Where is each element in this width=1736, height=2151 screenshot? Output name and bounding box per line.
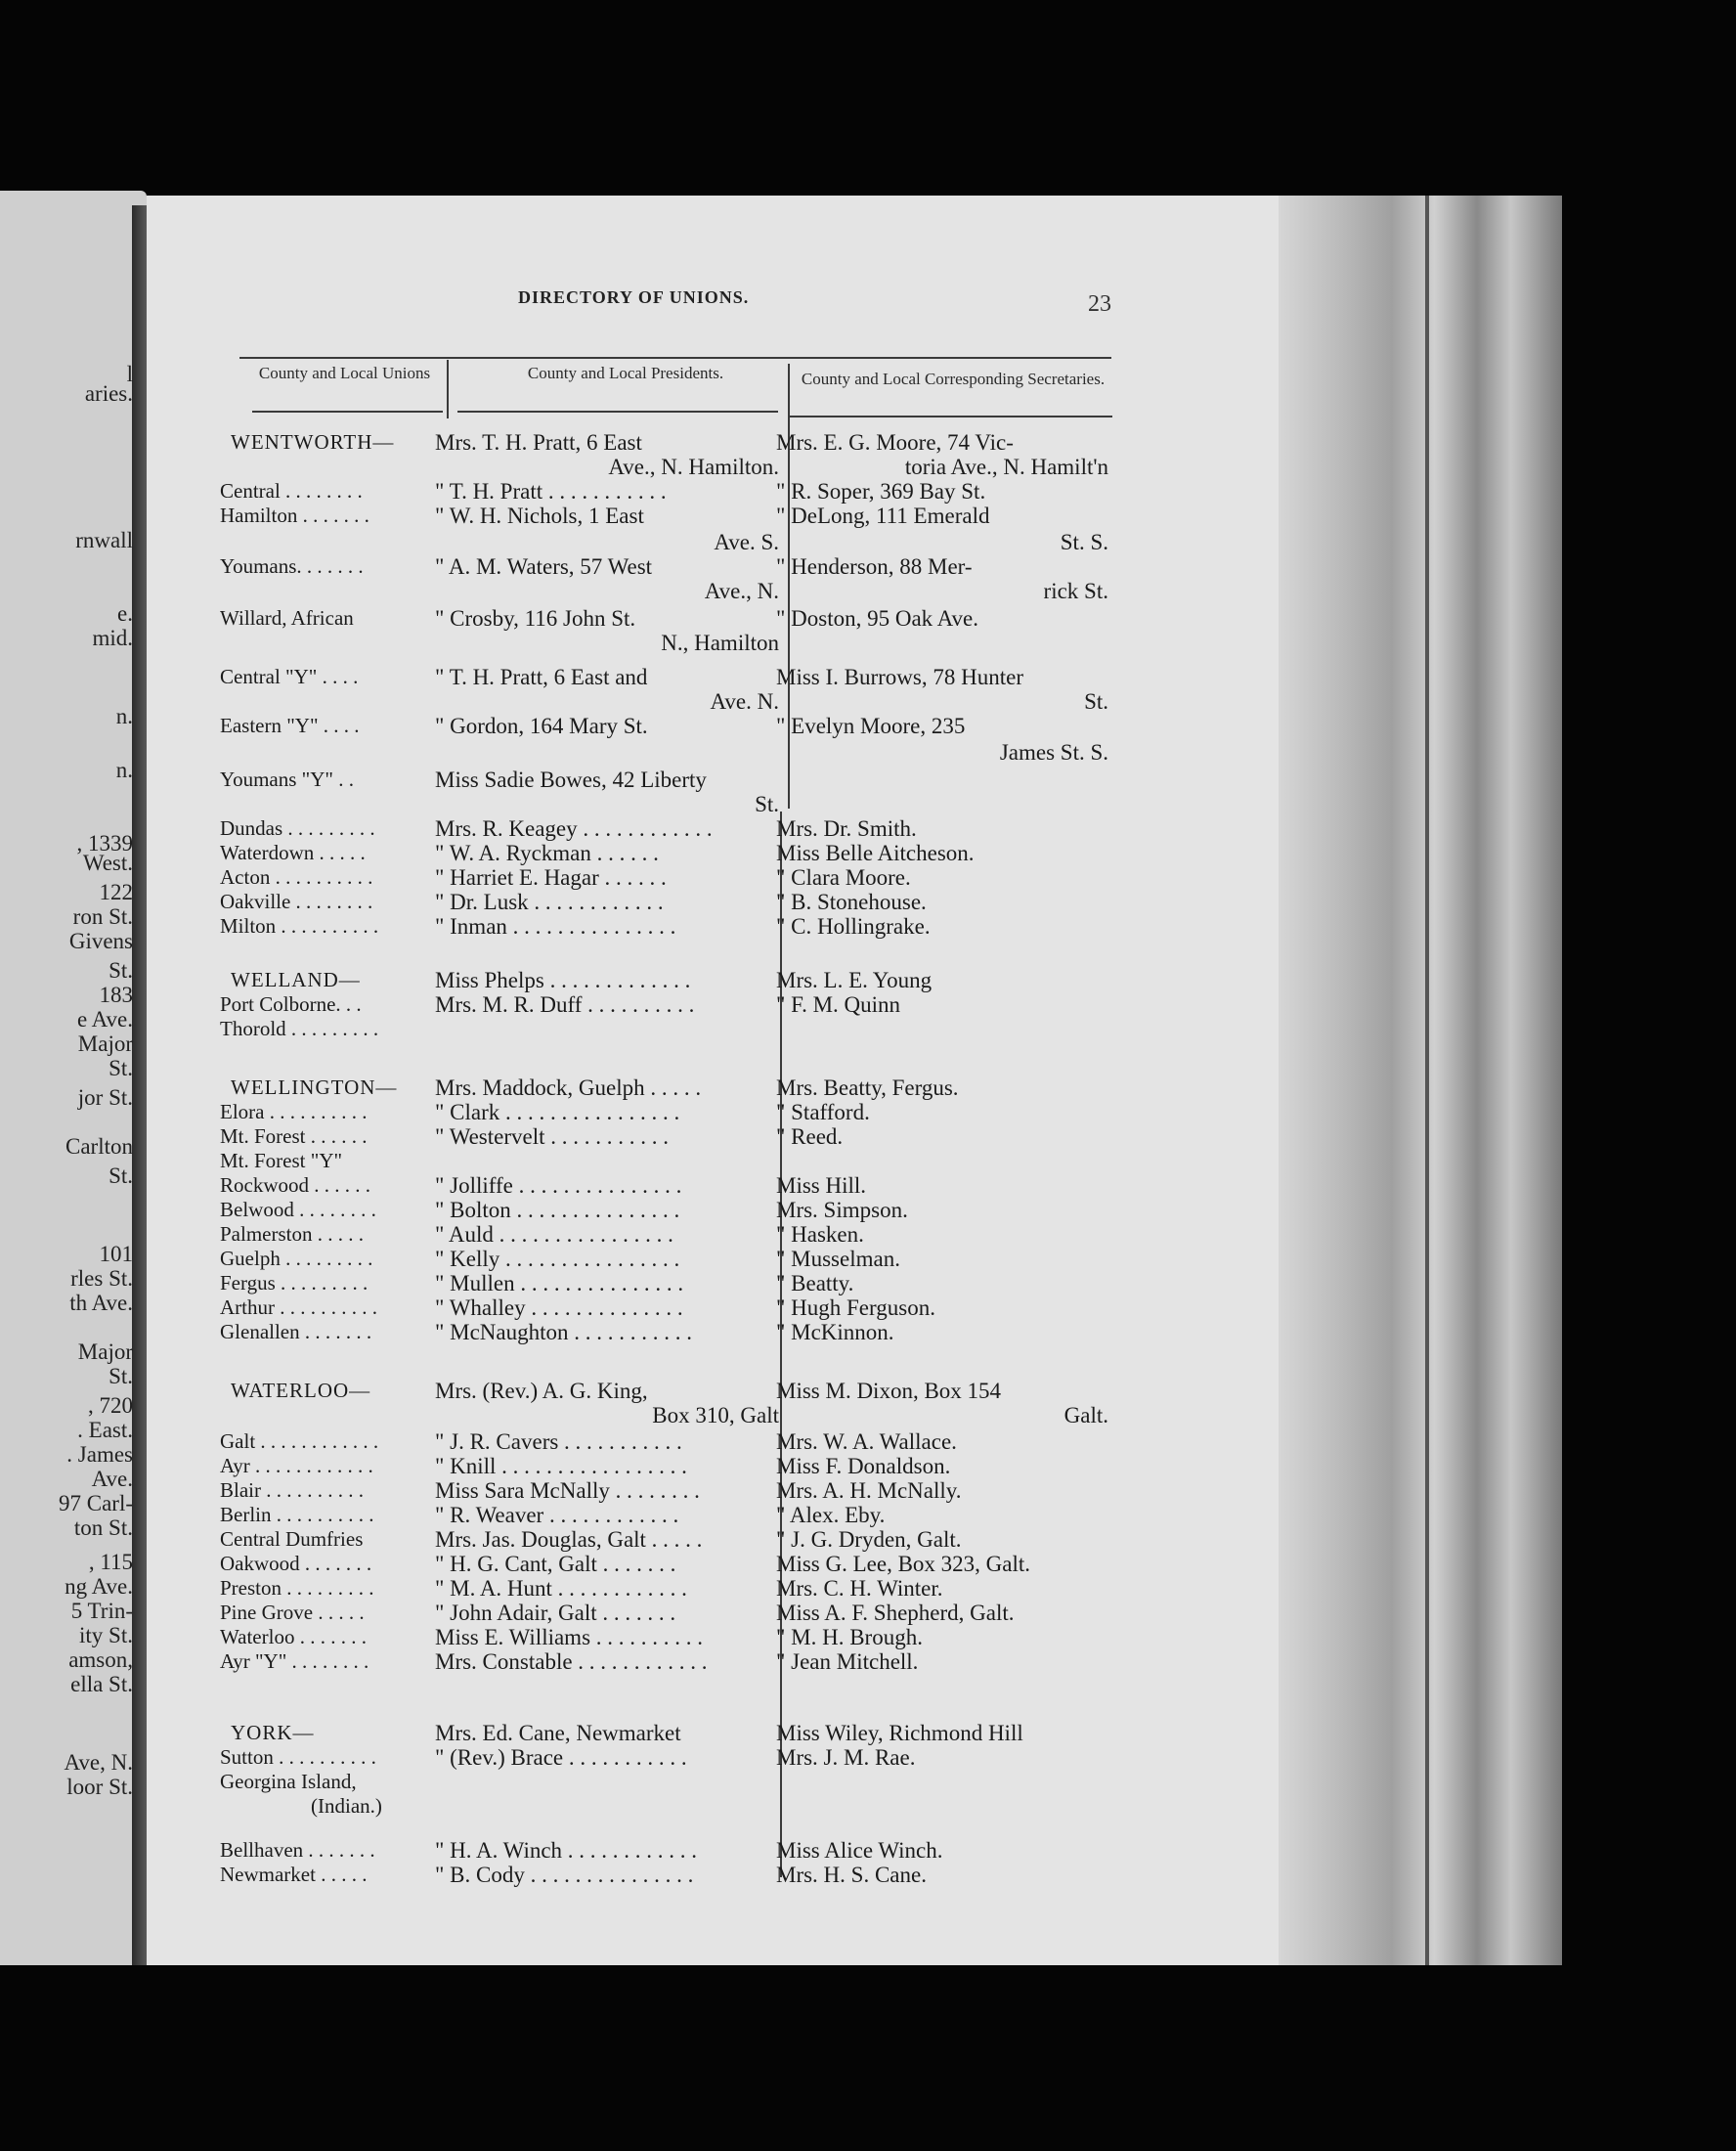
left-page-fragment: Major <box>77 1032 133 1056</box>
left-page-fragment: ella St. <box>70 1672 133 1696</box>
left-page-fragment: 122 <box>99 880 133 904</box>
secretary-entry: Mrs. Dr. Smith. <box>776 816 917 841</box>
local-union-name: Milton . . . . . . . . . . <box>220 914 379 938</box>
left-page-fragment: 5 Trin- <box>70 1599 133 1623</box>
left-page-fragment: rnwall <box>75 528 133 552</box>
local-union-name: Blair . . . . . . . . . . <box>220 1478 364 1502</box>
county-union-name: WELLINGTON— <box>231 1076 398 1099</box>
local-union-name: Fergus . . . . . . . . . <box>220 1271 369 1295</box>
president-entry: " J. R. Cavers . . . . . . . . . . . <box>435 1429 682 1454</box>
county-union-name: YORK— <box>231 1721 315 1744</box>
secretary-entry: Galt. <box>1063 1403 1108 1427</box>
president-entry: Mrs. M. R. Duff . . . . . . . . . . <box>435 992 695 1017</box>
secretary-entry: " Clara Moore. <box>776 865 911 890</box>
left-page-fragment: Givens <box>68 929 133 953</box>
page-number: 23 <box>1088 291 1111 317</box>
left-page-fragment: e Ave. <box>76 1007 133 1032</box>
left-page-fragment: rles St. <box>70 1266 133 1291</box>
local-union-name: Belwood . . . . . . . . <box>220 1198 376 1221</box>
president-entry: " Crosby, 116 John St. <box>435 606 636 631</box>
secretary-entry: Miss M. Dixon, Box 154 <box>776 1379 1002 1403</box>
secretary-entry: Miss Alice Winch. <box>776 1838 943 1863</box>
left-page-fragment: Major <box>77 1339 133 1364</box>
president-entry: Ave. S. <box>714 530 779 554</box>
left-page-fragment: St. <box>108 1163 133 1188</box>
left-page-fragment: ton St. <box>73 1515 133 1540</box>
local-union-name: Preston . . . . . . . . . <box>220 1576 374 1600</box>
local-union-name: Ayr "Y" . . . . . . . . <box>220 1649 369 1673</box>
secretary-entry: Miss A. F. Shepherd, Galt. <box>776 1601 1015 1625</box>
local-union-name: Willard, African <box>220 606 354 630</box>
president-entry: Miss Phelps . . . . . . . . . . . . . <box>435 968 691 992</box>
local-union-name: Newmarket . . . . . <box>220 1863 368 1886</box>
president-entry: " Gordon, 164 Mary St. <box>435 714 648 738</box>
president-entry: " B. Cody . . . . . . . . . . . . . . . <box>435 1863 694 1887</box>
president-entry: Miss E. Williams . . . . . . . . . . <box>435 1625 704 1649</box>
secretary-entry: Miss Hill. <box>776 1173 867 1198</box>
secretary-entry: Miss F. Donaldson. <box>776 1454 951 1478</box>
president-entry: " McNaughton . . . . . . . . . . . <box>435 1320 693 1344</box>
president-entry: Miss Sadie Bowes, 42 Liberty <box>435 768 707 792</box>
left-page-fragment: St. <box>108 958 133 983</box>
president-entry: " Dr. Lusk . . . . . . . . . . . . <box>435 890 664 914</box>
local-union-name: Galt . . . . . . . . . . . . <box>220 1429 379 1453</box>
running-head: DIRECTORY OF UNIONS. <box>518 287 750 307</box>
president-entry: " Whalley . . . . . . . . . . . . . . <box>435 1295 683 1320</box>
column-header-unions: County and Local Unions <box>258 364 431 382</box>
local-union-name: Youmans. . . . . . . <box>220 554 364 578</box>
president-entry: " H. G. Cant, Galt . . . . . . . <box>435 1552 676 1576</box>
president-entry: " Inman . . . . . . . . . . . . . . . <box>435 914 676 939</box>
president-entry: " T. H. Pratt, 6 East and <box>435 665 648 689</box>
local-union-name: Rockwood . . . . . . <box>220 1173 370 1197</box>
president-entry: " M. A. Hunt . . . . . . . . . . . . <box>435 1576 687 1601</box>
local-union-name: Guelph . . . . . . . . . <box>220 1247 373 1270</box>
president-entry: " Harriet E. Hagar . . . . . . <box>435 865 667 890</box>
header-bottom-rule-2 <box>457 411 778 413</box>
president-entry: " John Adair, Galt . . . . . . . <box>435 1601 676 1625</box>
left-page-fragment: ron St. <box>72 904 133 929</box>
secretary-entry: " Alex. Eby. <box>776 1503 886 1527</box>
president-entry: " Mullen . . . . . . . . . . . . . . . <box>435 1271 684 1295</box>
column-rule-1 <box>447 360 449 418</box>
left-page-fragment: jor St. <box>77 1085 133 1110</box>
secretary-entry: Mrs. Beatty, Fergus. <box>776 1076 959 1100</box>
president-entry: Mrs. Constable . . . . . . . . . . . . <box>435 1649 708 1674</box>
local-union-name: Hamilton . . . . . . . <box>220 504 369 527</box>
left-page-fragment: ity St. <box>79 1623 133 1647</box>
local-union-name: Dundas . . . . . . . . . <box>220 816 375 840</box>
president-entry: Mrs. Ed. Cane, Newmarket <box>435 1721 681 1745</box>
left-page-fragment: Ave. <box>91 1467 133 1491</box>
left-page-fragment: . East. <box>77 1418 133 1442</box>
secretary-entry: rick St. <box>1043 579 1108 603</box>
secretary-entry: Mrs. A. H. McNally. <box>776 1478 962 1503</box>
local-union-name: Mt. Forest . . . . . . <box>220 1124 368 1148</box>
local-union-name: Port Colborne. . . <box>220 992 362 1016</box>
secretary-entry: " R. Soper, 369 Bay St. <box>776 479 986 504</box>
president-entry: " T. H. Pratt . . . . . . . . . . . <box>435 479 667 504</box>
president-entry: " Westervelt . . . . . . . . . . . <box>435 1124 669 1149</box>
president-entry: Mrs. R. Keagey . . . . . . . . . . . . <box>435 816 713 841</box>
local-union-name: Waterloo . . . . . . . <box>220 1625 367 1648</box>
secretary-entry: Miss I. Burrows, 78 Hunter <box>776 665 1023 689</box>
secretary-entry: " Hugh Ferguson. <box>776 1295 935 1320</box>
local-union-name: Oakville . . . . . . . . <box>220 890 373 913</box>
left-page-fragment: , 1339 <box>76 831 133 856</box>
secretary-entry: St. S. <box>1060 530 1108 554</box>
header-bottom-rule-1 <box>252 411 443 413</box>
president-entry: " Auld . . . . . . . . . . . . . . . . <box>435 1222 673 1247</box>
local-union-name: Sutton . . . . . . . . . . <box>220 1745 376 1769</box>
president-entry: Mrs. Jas. Douglas, Galt . . . . . <box>435 1527 703 1552</box>
secretary-entry: Miss Belle Aitcheson. <box>776 841 975 865</box>
header-top-rule <box>239 357 1111 359</box>
secretary-entry: Miss Wiley, Richmond Hill <box>776 1721 1023 1745</box>
secretary-entry: " Hasken. <box>776 1222 864 1247</box>
local-union-name: Ayr . . . . . . . . . . . . <box>220 1454 373 1477</box>
left-page-fragment: Ave, N. <box>64 1750 133 1775</box>
left-page-fragment: n. <box>115 704 133 728</box>
secretary-entry: " Stafford. <box>776 1100 870 1124</box>
left-page-fragment: 97 Carl- <box>58 1491 133 1515</box>
left-page-fragment: 183 <box>99 983 133 1007</box>
column-header-presidents: County and Local Presidents. <box>527 364 724 382</box>
secretary-entry: " Doston, 95 Oak Ave. <box>776 606 978 631</box>
left-page-fragment: th Ave. <box>69 1291 133 1315</box>
president-entry: " Kelly . . . . . . . . . . . . . . . . <box>435 1247 680 1271</box>
president-entry: " Knill . . . . . . . . . . . . . . . . . <box>435 1454 687 1478</box>
local-union-name: Glenallen . . . . . . . <box>220 1320 372 1343</box>
left-page-fragment: St. <box>108 1364 133 1388</box>
local-union-name: Central Dumfries <box>220 1527 364 1551</box>
left-page-fragment: l <box>126 362 133 386</box>
secretary-entry: Mrs. E. G. Moore, 74 Vic- <box>776 430 1014 455</box>
local-union-name: (Indian.) <box>311 1794 382 1818</box>
local-union-name: Georgina Island, <box>220 1770 357 1793</box>
president-entry: " Clark . . . . . . . . . . . . . . . . <box>435 1100 680 1124</box>
president-entry: " Jolliffe . . . . . . . . . . . . . . . <box>435 1173 682 1198</box>
president-entry: Ave. N. <box>710 689 779 714</box>
president-entry: Miss Sara McNally . . . . . . . . <box>435 1478 700 1503</box>
local-union-name: Pine Grove . . . . . <box>220 1601 365 1624</box>
left-page-fragment: ng Ave. <box>65 1574 133 1599</box>
left-page-fragment: loor St. <box>66 1775 133 1799</box>
secretary-entry: Miss G. Lee, Box 323, Galt. <box>776 1552 1031 1576</box>
local-union-name: Mt. Forest "Y" <box>220 1149 343 1172</box>
president-entry: " R. Weaver . . . . . . . . . . . . <box>435 1503 679 1527</box>
local-union-name: Thorold . . . . . . . . . <box>220 1017 379 1040</box>
secretary-entry: " C. Hollingrake. <box>776 914 931 939</box>
secretary-entry: Mrs. H. S. Cane. <box>776 1863 927 1887</box>
header-bottom-rule-3 <box>790 416 1112 417</box>
left-page-fragment: aries. <box>84 381 133 406</box>
secretary-entry: " Evelyn Moore, 235 <box>776 714 966 738</box>
president-entry: " (Rev.) Brace . . . . . . . . . . . <box>435 1745 687 1770</box>
secretary-entry: St. <box>1084 689 1108 714</box>
secretary-entry: James St. S. <box>999 740 1108 765</box>
president-entry: " A. M. Waters, 57 West <box>435 554 653 579</box>
local-union-name: Central . . . . . . . . <box>220 479 363 503</box>
local-union-name: Eastern "Y" . . . . <box>220 714 360 737</box>
secretary-entry: " DeLong, 111 Emerald <box>776 504 990 528</box>
left-page-fragment: Carlton <box>65 1134 133 1159</box>
local-union-name: Acton . . . . . . . . . . <box>220 865 373 889</box>
local-union-name: Palmerston . . . . . <box>220 1222 364 1246</box>
page-edges <box>1279 196 1562 1965</box>
secretary-entry: Mrs. W. A. Wallace. <box>776 1429 957 1454</box>
county-union-name: WELLAND— <box>231 968 361 991</box>
county-union-name: WENTWORTH— <box>231 430 395 454</box>
president-entry: " Bolton . . . . . . . . . . . . . . . <box>435 1198 680 1222</box>
president-entry: " W. H. Nichols, 1 East <box>435 504 644 528</box>
local-union-name: Oakwood . . . . . . . <box>220 1552 372 1575</box>
county-union-name: WATERLOO— <box>231 1379 371 1402</box>
secretary-entry: " Reed. <box>776 1124 844 1149</box>
left-page-fragment: n. <box>115 758 133 782</box>
secretary-entry: " B. Stonehouse. <box>776 890 927 914</box>
president-entry: Box 310, Galt <box>652 1403 779 1427</box>
local-union-name: Berlin . . . . . . . . . . <box>220 1503 374 1526</box>
secretary-entry: " Musselman. <box>776 1247 900 1271</box>
president-entry: " W. A. Ryckman . . . . . . <box>435 841 659 865</box>
left-page-fragment: mid. <box>92 626 133 650</box>
secretary-entry: Mrs. J. M. Rae. <box>776 1745 916 1770</box>
local-union-name: Arthur . . . . . . . . . . <box>220 1295 377 1319</box>
left-page-fragment: 101 <box>99 1242 133 1266</box>
left-page-fragment: e. <box>117 601 133 626</box>
president-entry: Mrs. (Rev.) A. G. King, <box>435 1379 648 1403</box>
president-entry: N., Hamilton <box>661 631 779 655</box>
secretary-entry: toria Ave., N. Hamilt'n <box>904 455 1108 479</box>
president-entry: Mrs. Maddock, Guelph . . . . . <box>435 1076 702 1100</box>
column-header-secretaries: County and Local Corresponding Secretaries. <box>801 370 1106 388</box>
secretary-entry: " McKinnon. <box>776 1320 894 1344</box>
secretary-entry: " Henderson, 88 Mer- <box>776 554 973 579</box>
secretary-entry: Mrs. L. E. Young <box>776 968 933 992</box>
left-page-fragment: St. <box>108 1056 133 1080</box>
left-page-fragment: West. <box>82 851 133 875</box>
left-page-fragment: , 720 <box>88 1393 133 1418</box>
local-union-name: Elora . . . . . . . . . . <box>220 1100 368 1123</box>
president-entry: Mrs. T. H. Pratt, 6 East <box>435 430 642 455</box>
local-union-name: Waterdown . . . . . <box>220 841 366 864</box>
secretary-entry: " Beatty. <box>776 1271 854 1295</box>
president-entry: " H. A. Winch . . . . . . . . . . . . <box>435 1838 698 1863</box>
secretary-entry: " F. M. Quinn <box>776 992 901 1017</box>
local-union-name: Youmans "Y" . . <box>220 768 354 791</box>
secretary-entry: " J. G. Dryden, Galt. <box>776 1527 962 1552</box>
left-page-fragment: , 115 <box>88 1550 133 1574</box>
president-entry: Ave., N. Hamilton. <box>608 455 779 479</box>
local-union-name: Bellhaven . . . . . . . <box>220 1838 375 1862</box>
secretary-entry: " M. H. Brough. <box>776 1625 923 1649</box>
secretary-entry: Mrs. Simpson. <box>776 1198 908 1222</box>
local-union-name: Central "Y" . . . . <box>220 665 359 688</box>
left-page-fragment: . James <box>66 1442 133 1467</box>
secretary-entry: Mrs. C. H. Winter. <box>776 1576 943 1601</box>
president-entry: St. <box>755 792 779 816</box>
president-entry: Ave., N. <box>704 579 779 603</box>
secretary-entry: " Jean Mitchell. <box>776 1649 919 1674</box>
left-page-fragment: amson, <box>68 1647 133 1672</box>
